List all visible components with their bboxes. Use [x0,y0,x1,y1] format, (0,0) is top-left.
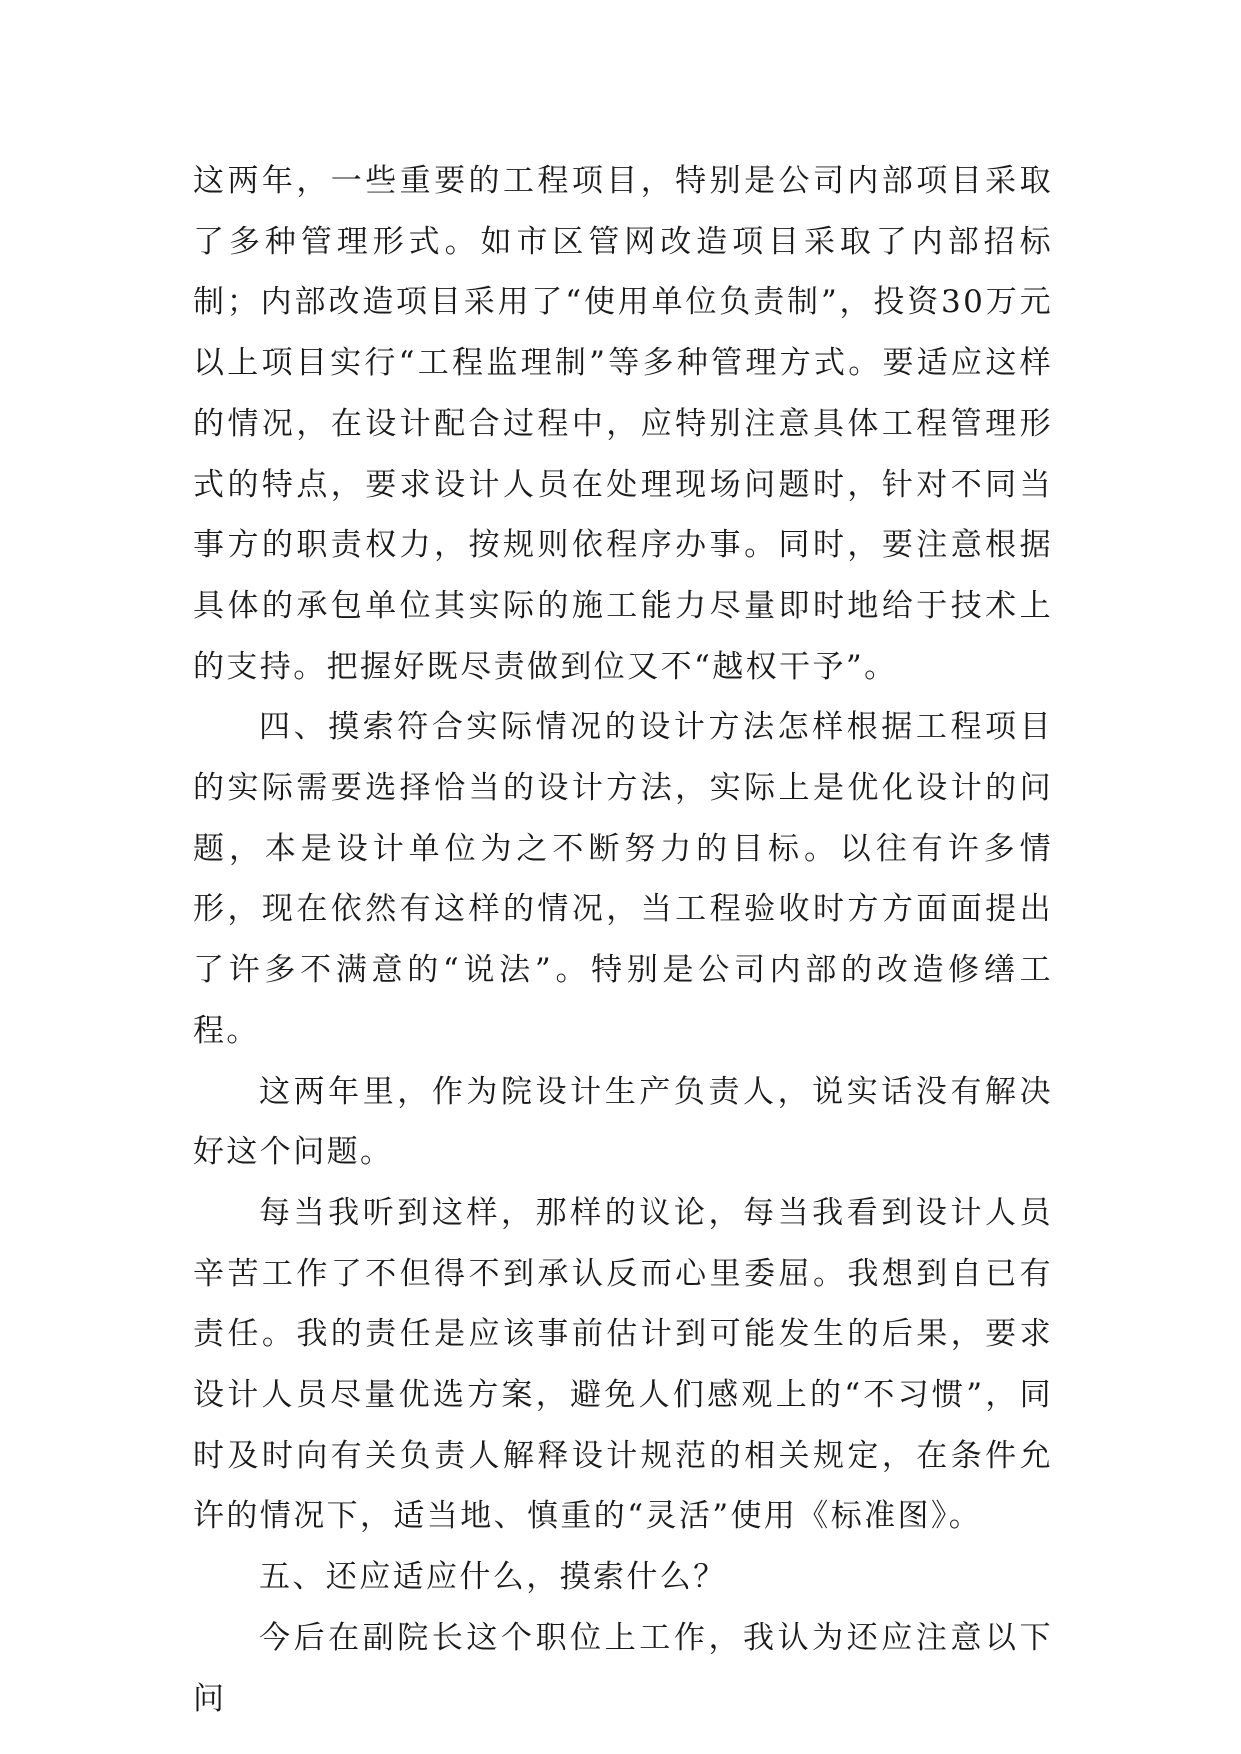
section-heading-five: 五、还应适应什么，摸索什么？ [259,1559,727,1596]
paragraph-unresolved-problem: 这两年里，作为院设计生产负责人，说实话没有解决好这个问题。 [193,1073,1053,1171]
paragraph-future-work: 今后在副院长这个职位上工作，我认为还应注意以下问 [193,1619,1053,1717]
paragraph-responsibility: 每当我听到这样，那样的议论，每当我看到设计人员辛苦工作了不但得不到承认反而心里委屈。我想到自已有责任。我的责任是应该事前估计到可能发生的后果，要求设计人员尽量优选方案，避免人们感观上的“不习惯”，同时及时向有关负责人解释设计规范的相关规定，在条件允许的情况下，适当地、慎重的“灵活”使用《标准图》。 [193,1194,1053,1535]
paragraph-design-methods: 四、摸索符合实际情况的设计方法怎样根据工程项目的实际需要选择恰当的设计方法，实际上是优化设计的问题，本是设计单位为之不断努力的目标。以往有许多情形，现在依然有这样的情况，当工程验收时方方面面提出了许多不满意的“说法”。特别是公司内部的改造修缮工程。 [193,709,1053,1049]
document-body [193,151,1053,1729]
paragraph-management-forms: 这两年，一些重要的工程项目，特别是公司内部项目采取了多种管理形式。如市区管网改造项目采取了内部招标制；内部改造项目采用了“使用单位负责制”，投资30万元以上项目实行“工程监理制”等多种管理方式。要适应这样的情况，在设计配合过程中，应特别注意具体工程管理形式的特点，要求设计人员在处理现场问题时，针对不同当事方的职责权力，按规则依程序办事。同时，要注意根据具体的承包单位其实际的施工能力尽量即时地给于技术上的支持。把握好既尽责做到位又不“越权干予”。 [193,163,1053,685]
